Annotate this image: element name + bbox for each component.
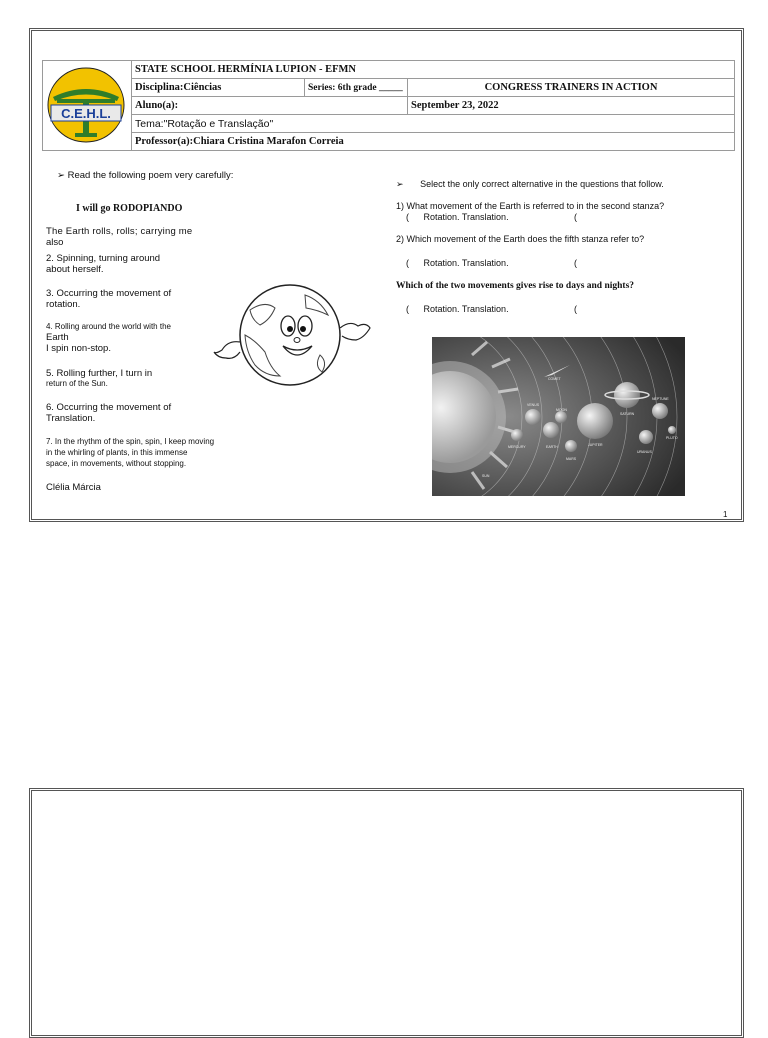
header-table [42,60,735,151]
page-frame-2 [29,788,744,1038]
label-sun: SUN [482,474,490,478]
poem-line: Translation. [46,413,96,424]
poem-instruction: ➢ Read the following poem very carefully: [57,170,234,181]
poem-line: return of the Sun. [46,379,108,388]
label-venus: VENUS [527,403,540,407]
poem-line: in the whirling of plants, in this immense [46,448,188,457]
paren: ( [574,304,577,314]
poem-stanza-7 [46,436,214,469]
poem-line: space, in movements, without stopping. [46,459,187,468]
options-text: Rotation. Translation. [423,212,509,222]
poem-author: Clélia Márcia [46,482,101,493]
label-earth: EARTH [546,445,558,449]
poem-stanza-5 [46,368,152,389]
solar-system-image [432,337,685,496]
label-pluto: PLUTO [666,436,678,440]
poem-line: 4. Rolling around the world with the [46,322,171,331]
subject-field: Disciplina:Ciências [132,79,305,97]
question-2-options [406,258,586,268]
poem-stanza-2 [46,253,160,275]
paren: ( [574,258,577,268]
poem-title [76,203,182,214]
question-3-options [406,304,586,314]
poem-stanza-3 [46,288,171,310]
poem-line: The Earth rolls, rolls; carrying me [46,226,193,237]
paren: ( [406,304,409,314]
label-comet: COMET [548,377,561,381]
poem-line: about herself. [46,264,104,275]
series-field: Series: 6th grade _____ [305,79,408,97]
paren: ( [406,258,409,268]
page-number: 1 [723,510,728,519]
school-logo [43,61,129,147]
theme-field: Tema:"Rotação e Translação" [132,115,735,133]
school-name: STATE SCHOOL HERMÍNIA LUPION - EFMN [132,61,735,79]
poem-line: 5. Rolling further, I turn in [46,368,153,379]
label-jupiter: JUPITER [588,443,603,447]
questions-instruction [396,179,664,190]
paren: ( [574,212,577,222]
poem-line: rotation. [46,299,81,310]
question-1-options [406,212,586,222]
poem-stanza-1 [46,226,216,248]
label-saturn: SATURN [620,412,635,416]
label-neptune: NEPTUNE [652,397,669,401]
label-uranus: URANUS [637,450,652,454]
logo-cell [43,61,132,151]
poem-line: also [46,237,64,248]
arrow-icon: ➢ [396,179,404,189]
poem-line: 6. Occurring the movement of [46,402,172,413]
question-3: Which of the two movements gives rise to days and nights? [396,281,635,291]
poem-title-bold: RODOPIANDO [112,203,183,214]
poem-title-prefix: I will go [76,203,113,214]
student-field: Aluno(a): [132,97,408,115]
label-mars: MARS [566,457,577,461]
date-field: September 23, 2022 [408,97,735,115]
label-moon: MOON [556,408,567,412]
question-1: 1) What movement of the Earth is referred to in the second stanza? [396,201,665,211]
logo-text: C.E.H.L. [61,106,111,121]
poem-line: I spin non-stop. [46,343,111,354]
label-mercury: MERCURY [508,445,526,449]
poem-line: 3. Occurring the movement of [46,288,172,299]
poem-line: 2. Spinning, turning around [46,253,161,264]
teacher-field: Professor(a):Chiara Cristina Marafon Correia [132,133,735,151]
poem-line: 7. In the rhythm of the spin, spin, I keep moving [46,437,215,446]
poem-stanza-6 [46,402,171,424]
question-2: 2) Which movement of the Earth does the fifth stanza refer to? [396,234,645,244]
instruction-text: Select the only correct alternative in the questions that follow. [420,179,664,189]
paren: ( [406,212,409,222]
poem-line: Earth [46,332,69,343]
congress-title: CONGRESS TRAINERS IN ACTION [408,79,735,97]
options-text: Rotation. Translation. [423,304,509,314]
cartoon-earth-image [210,280,375,390]
poem-stanza-4 [46,322,171,354]
options-text: Rotation. Translation. [423,258,509,268]
